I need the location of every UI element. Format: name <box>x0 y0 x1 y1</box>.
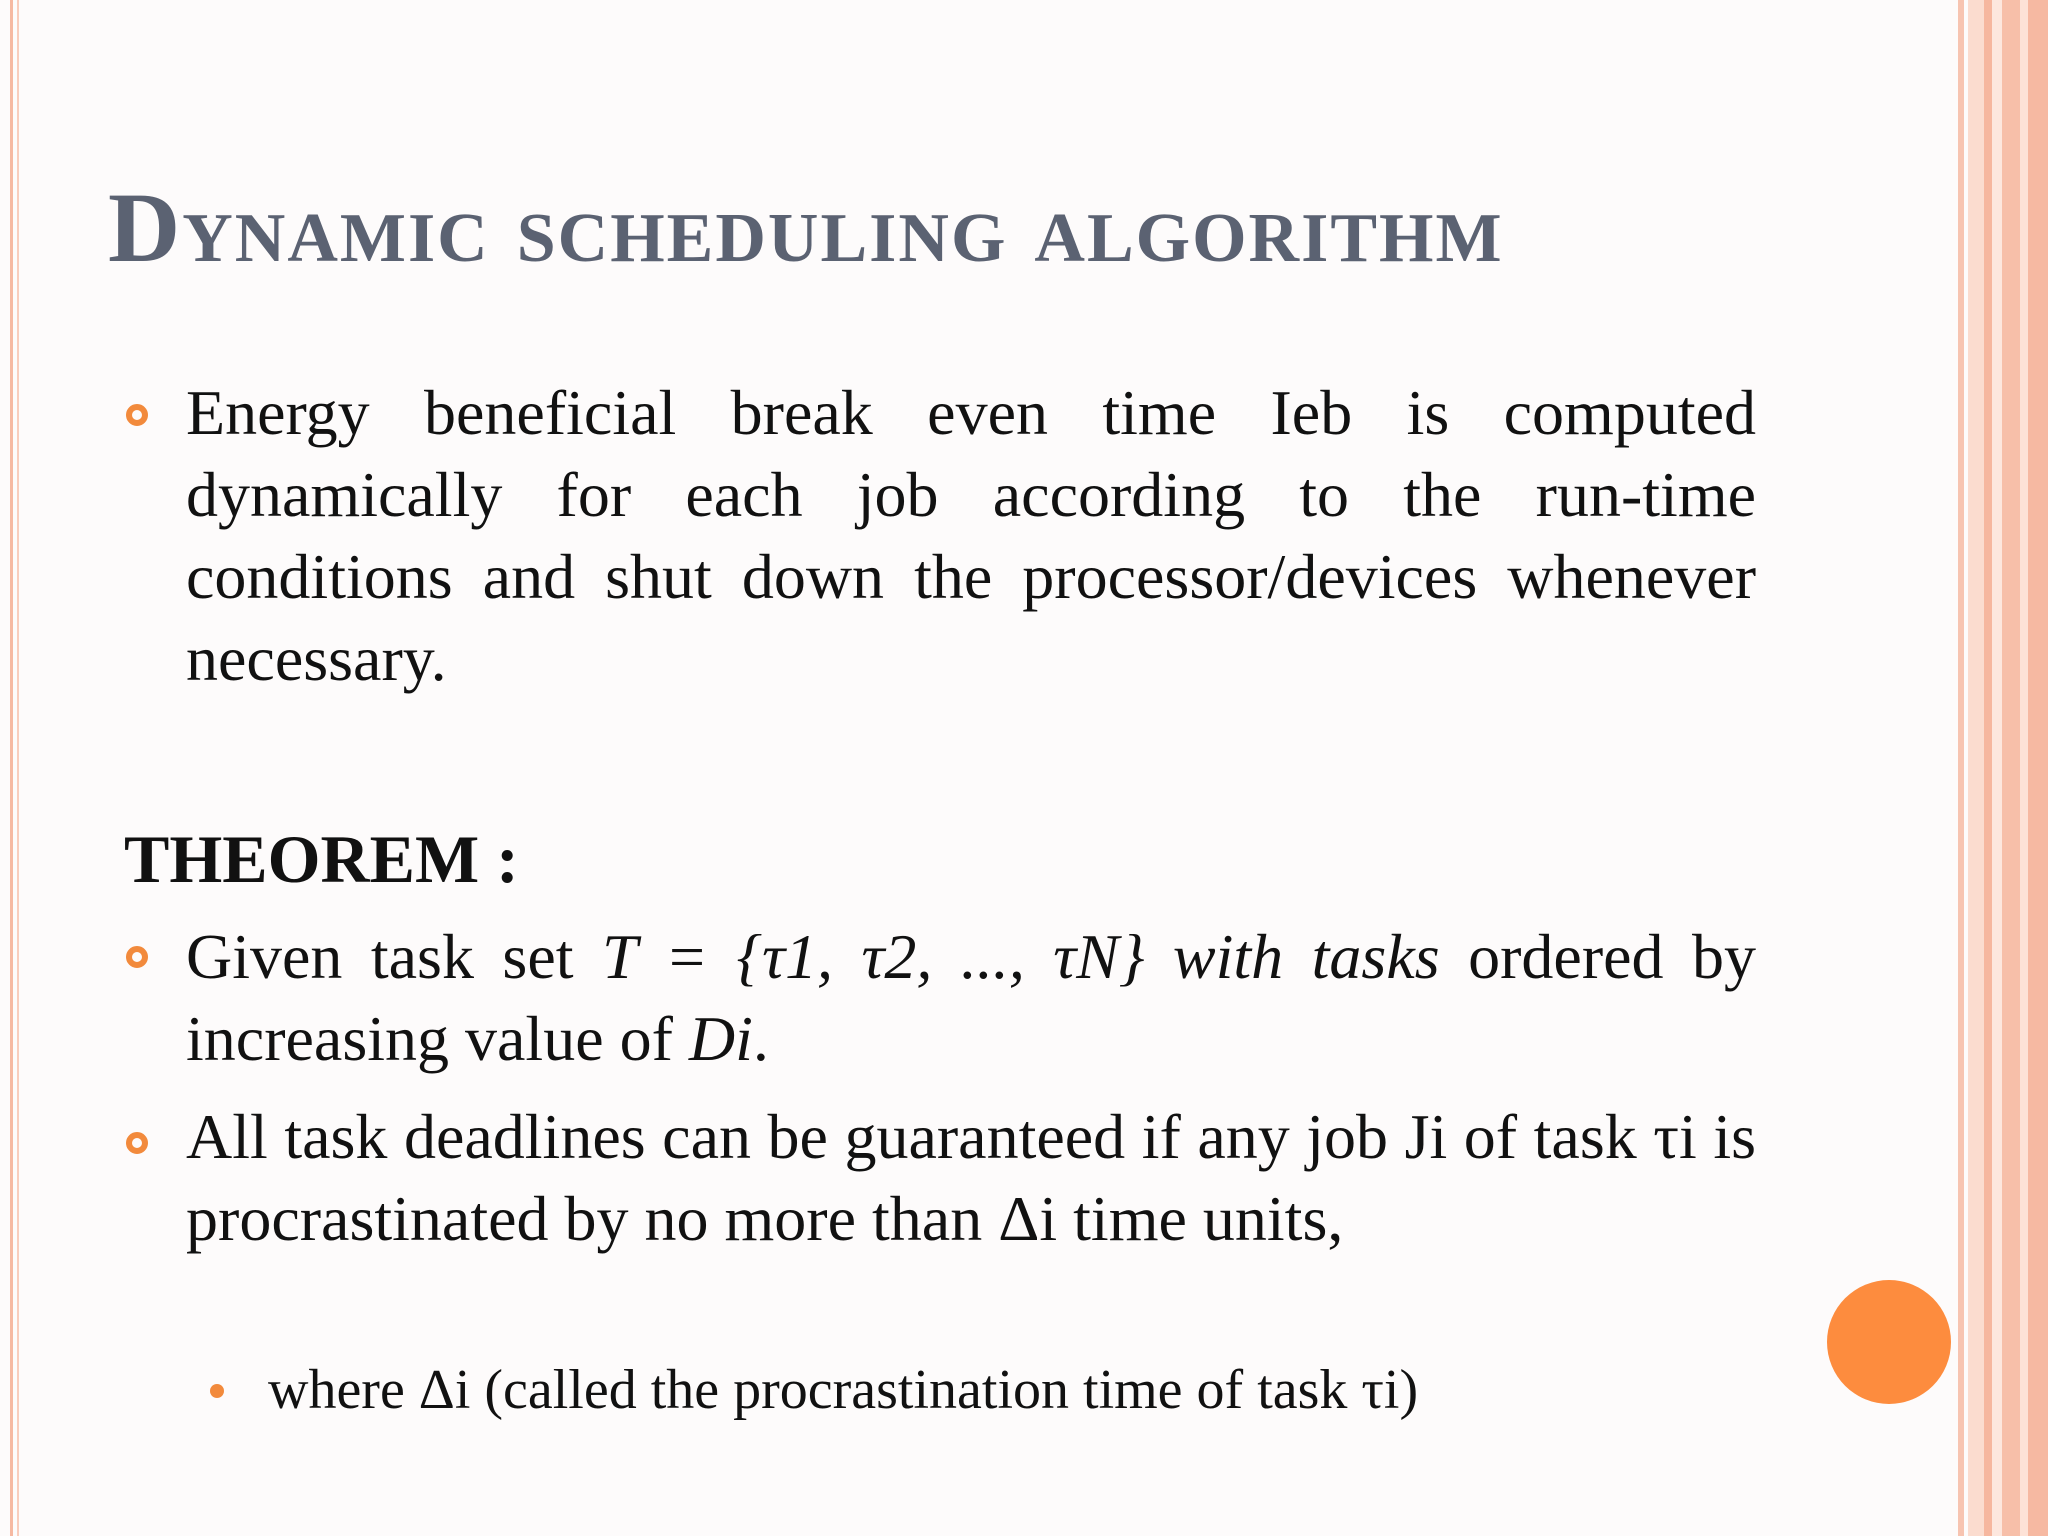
right-stripe <box>1968 0 1984 1536</box>
bullet-task-set <box>120 916 1760 1086</box>
italic-text-segment: T = {τ1, τ2, ..., τN} with tasks <box>601 921 1440 992</box>
text-segment: Given task set <box>186 921 602 992</box>
left-border-line <box>10 0 13 1536</box>
right-stripe <box>2028 0 2048 1536</box>
left-border-line-inner <box>17 0 19 1536</box>
right-stripe <box>1992 0 2002 1536</box>
theorem-heading: THEOREM : <box>124 821 519 897</box>
right-stripe <box>1984 0 1992 1536</box>
bullet-energy-break-even <box>120 372 1760 702</box>
slide-title: Dynamic scheduling algorithm <box>108 172 1504 283</box>
right-stripe <box>2020 0 2028 1536</box>
ring-bullet-icon <box>126 1132 148 1154</box>
ring-bullet-icon <box>126 946 148 968</box>
sub-bullet-text: where Δi (called the procrastination time of task τi) <box>268 1359 1419 1421</box>
right-stripe <box>2002 0 2020 1536</box>
bullet-deadlines-guarantee <box>120 1096 1760 1346</box>
bullet-text <box>186 916 1756 1080</box>
bullet-text: All task deadlines can be guaranteed if any job Ji of task τi is procrastinated by no more than Δi time units, <box>186 1101 1756 1254</box>
decorative-circle-icon <box>1827 1280 1951 1404</box>
ring-bullet-icon <box>126 404 148 426</box>
dot-bullet-icon <box>210 1384 224 1398</box>
text-segment: ordered by increasing value of <box>186 921 1757 1074</box>
text-segment: . <box>752 1003 769 1074</box>
bullet-text: Energy beneficial break even time Ieb is computed dynamically for each job according to the run-time conditions and shut down the processor/devices whenever necessary. <box>186 377 1756 694</box>
right-stripe <box>1958 0 1964 1536</box>
italic-text-segment: Di <box>688 1003 753 1074</box>
